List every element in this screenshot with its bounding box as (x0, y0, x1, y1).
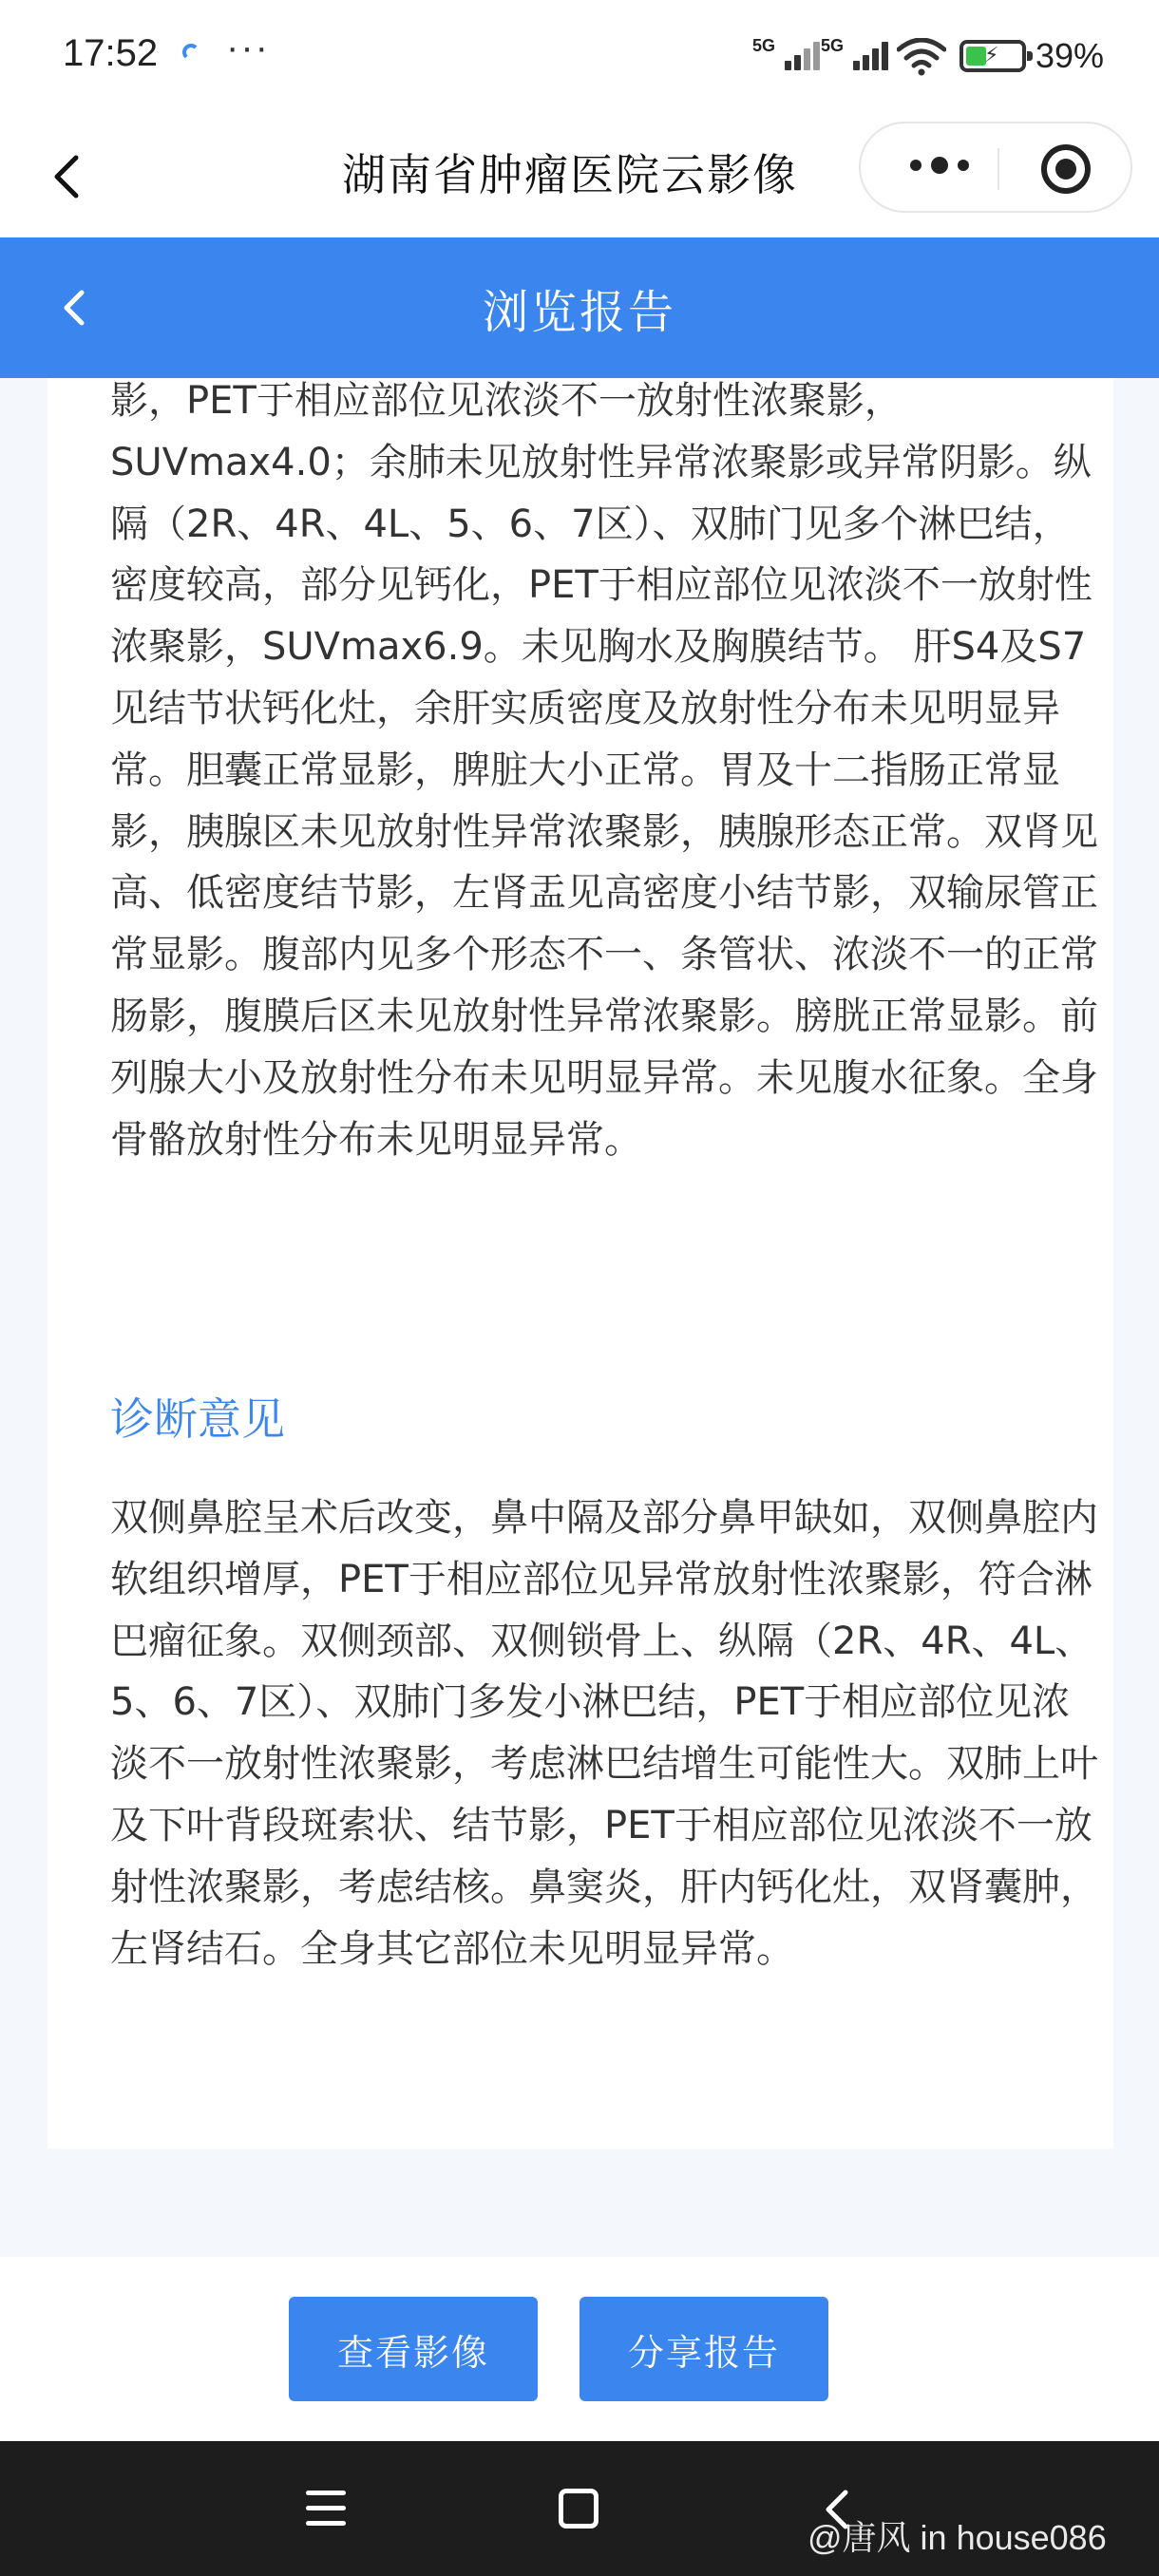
wifi-icon (897, 38, 946, 76)
mini-program-title: 湖南省肿瘤医院云影像 (342, 149, 798, 200)
close-target-icon[interactable] (1041, 144, 1091, 194)
status-bar (0, 0, 1159, 112)
status-more-icon: ··· (226, 27, 270, 68)
battery-percent: 39% (1036, 36, 1105, 75)
home-icon[interactable] (559, 2489, 598, 2529)
view-images-button[interactable]: 查看影像 (289, 2297, 538, 2401)
action-bar (0, 2257, 1159, 2441)
signal-icon (821, 38, 893, 70)
system-nav-bar (0, 2441, 1159, 2576)
page-header (0, 237, 1159, 378)
capsule-menu (859, 122, 1132, 213)
report-card (48, 378, 1113, 2149)
diagnosis-text: 双侧鼻腔呈术后改变，鼻中隔及部分鼻甲缺如，双侧鼻腔内软组织增厚，PET于相应部位见异常放射性浓聚影，符合淋巴瘤征象。双侧颈部、双侧锁骨上、纵隔（2R、4R、4L、5、6、7区）、双肺门多发小淋巴结，PET于相应部位见浓淡不一放射性浓聚影，考虑淋巴结增生可能性大。双肺上叶及下叶背段斑索状、结节影，PET于相应部位见浓淡不一放射性浓聚影，考虑结核。鼻窦炎，肝内钙化灶，双肾囊肿，左肾结石。全身其它部位未见明显异常。 (110, 1496, 1098, 1971)
sync-icon (182, 44, 200, 61)
back-icon[interactable] (48, 148, 95, 205)
more-dots-icon[interactable] (887, 137, 992, 194)
signal-label: 5G (821, 36, 845, 55)
findings-text: 影，PET于相应部位见浓淡不一放射性浓聚影，SUVmax4.0；余肺未见放射性异常浓聚影或异常阴影。纵隔（2R、4R、4L、5、6、7区）、双肺门见多个淋巴结，密度较高，部分见钙化，PET于相应部位见浓淡不一放射性浓聚影，SUVmax6.9。未见胸水及胸膜结节。 肝S4及S7见结节状钙化灶，余肝实质密度及放射性分布未见明显异常。胆囊正常显影，脾脏大小正常。胃及十二指肠正常显影，胰腺区未见放射性异常浓聚影，胰腺形态正常。双肾见高、低密度结节影，左肾盂见高密度小结节影，双输尿管正常显影。腹部内见多个形态不一、条管状、浓淡不一的正常肠影，腹膜后区未见放射性异常浓聚影。膀胱正常显影。前列腺大小及放射性分布未见明显异常。未见腹水征象。全身骨骼放射性分布未见明显异常。 (110, 379, 1098, 1162)
page-title: 浏览报告 (482, 286, 676, 339)
share-report-button[interactable]: 分享报告 (580, 2297, 828, 2401)
watermark: @唐风 in house086 (808, 2518, 1107, 2557)
signal-label: 5G (752, 36, 776, 55)
mini-program-bar (0, 112, 1159, 237)
battery-charging-icon: ⚡ (960, 40, 1026, 72)
status-time: 17:52 (63, 32, 159, 74)
diagnosis-heading: 诊断意见 (110, 1393, 285, 1445)
capsule-divider (998, 148, 999, 190)
signal-icon (752, 38, 825, 70)
menu-icon[interactable] (306, 2491, 346, 2527)
